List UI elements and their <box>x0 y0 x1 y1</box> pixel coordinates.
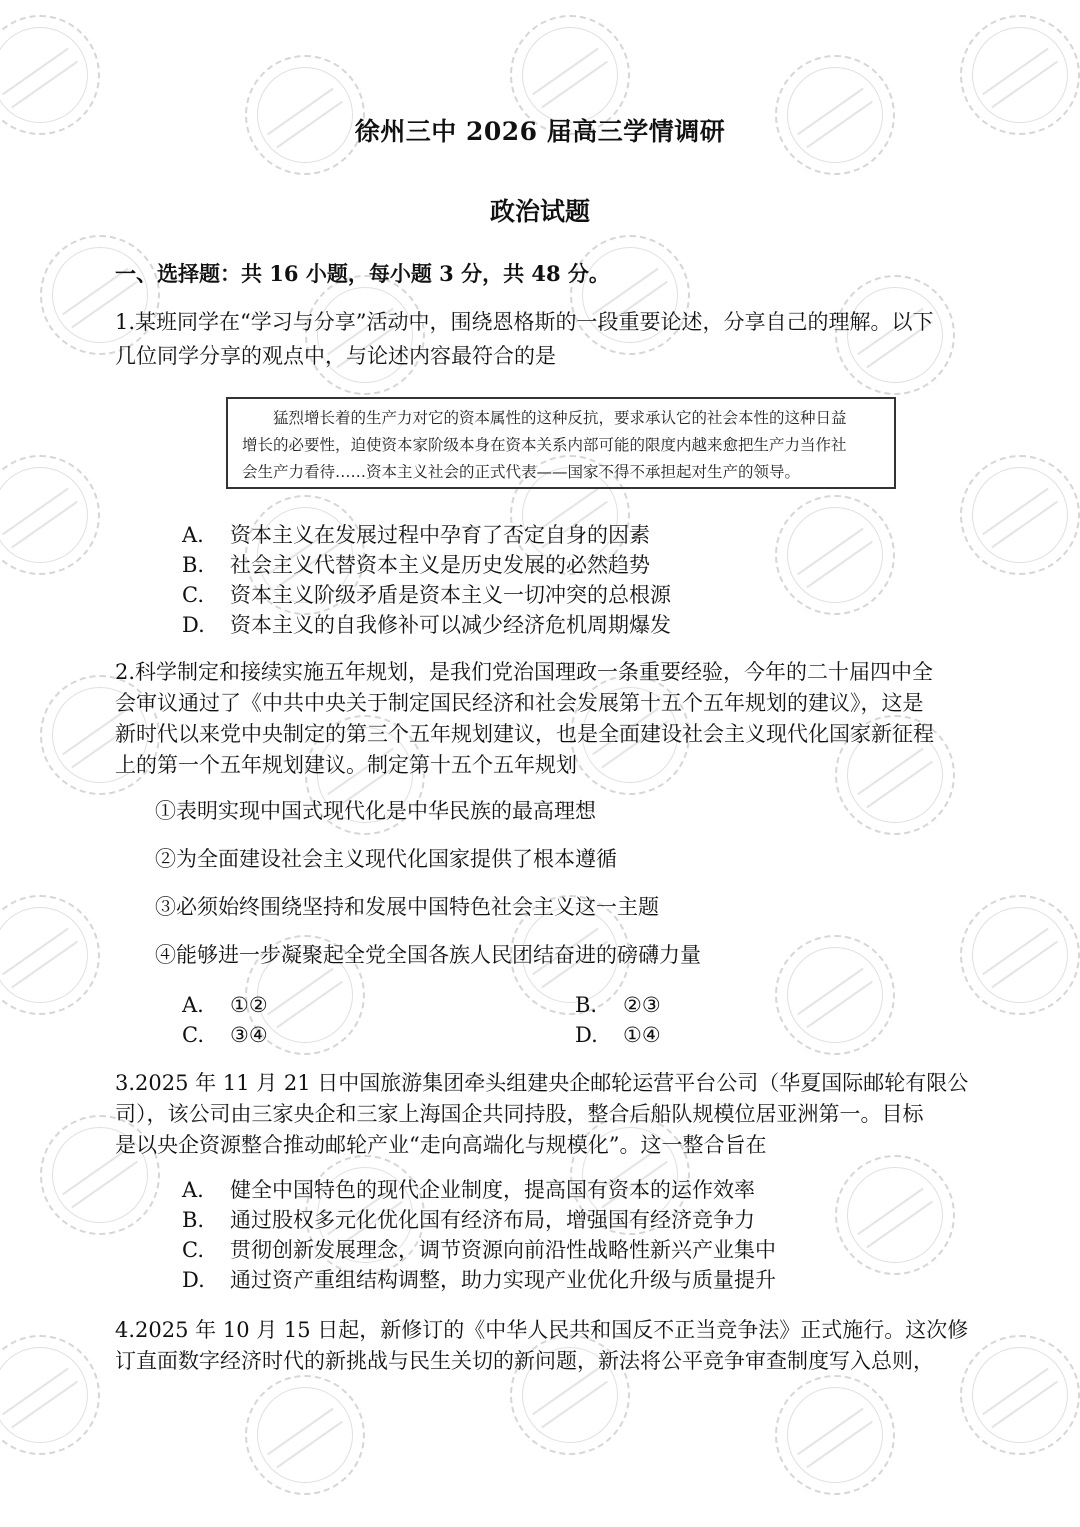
q2-statement-2: ②为全面建设社会主义现代化国家提供了根本遵循 <box>155 847 617 871</box>
option-text: 资本主义的自我修补可以减少经济危机周期爆发 <box>230 613 671 637</box>
watermark-stamp <box>960 1335 1080 1455</box>
option-key: C. <box>182 1238 204 1262</box>
watermark-stamp <box>775 935 895 1055</box>
q2-option-d <box>575 1020 661 1050</box>
option-text: ③④ <box>230 1023 268 1047</box>
q3-option-a <box>182 1175 755 1205</box>
q3-stem-line-2: 司），该公司由三家央企和三家上海国企共同持股，整合后船队规模位居亚洲第一。目标 <box>115 1102 924 1126</box>
option-text: 社会主义代替资本主义是历史发展的必然趋势 <box>230 553 650 577</box>
q2-stem-line-4: 上的第一个五年规划建议。制定第十五个五年规划 <box>115 753 577 777</box>
q2-option-a <box>182 990 268 1020</box>
section-heading: 一、选择题：共 16 小题，每小题 3 分，共 48 分。 <box>115 261 610 286</box>
option-key: A. <box>182 993 204 1017</box>
watermark-stamp <box>245 1375 365 1495</box>
q1-option-c <box>182 580 671 610</box>
option-text: 健全中国特色的现代企业制度，提高国有资本的运作效率 <box>230 1178 755 1202</box>
q2-statement-3: ③必须始终围绕坚持和发展中国特色社会主义这一主题 <box>155 895 659 919</box>
q1-option-a <box>182 520 650 550</box>
q1-stem-line-1: 1.某班同学在“学习与分享”活动中，围绕恩格斯的一段重要论述，分享自己的理解。以下 <box>115 310 934 334</box>
q2-stem-line-3: 新时代以来党中央制定的第三个五年规划建议，也是全面建设社会主义现代化国家新征程 <box>115 722 934 746</box>
q3-option-b <box>182 1205 755 1235</box>
exam-subtitle: 政治试题 <box>489 197 590 226</box>
q1-option-d <box>182 610 671 640</box>
q3-option-d <box>182 1265 776 1295</box>
option-key: B. <box>182 1208 205 1232</box>
option-key: C. <box>182 583 204 607</box>
watermark-stamp <box>960 455 1080 575</box>
option-key: B. <box>182 553 205 577</box>
q2-option-b <box>575 990 661 1020</box>
option-key: A. <box>182 523 204 547</box>
watermark-stamp <box>0 895 100 1015</box>
watermark-stamp <box>0 1335 100 1455</box>
option-text: 资本主义在发展过程中孕育了否定自身的因素 <box>230 523 650 547</box>
watermark-stamp <box>775 495 895 615</box>
option-key: C. <box>182 1023 204 1047</box>
watermark-stamp <box>835 1155 955 1275</box>
option-text: ①② <box>230 993 268 1017</box>
q3-stem-line-1: 3.2025 年 11 月 21 日中国旅游集团牵头组建央企邮轮运营平台公司（华夏国际邮轮有限公 <box>115 1071 969 1095</box>
option-key: D. <box>575 1023 598 1047</box>
q3-stem-line-3: 是以央企资源整合推动邮轮产业“走向高端化与规模化”。这一整合旨在 <box>115 1133 767 1157</box>
watermark-stamp <box>775 1375 895 1495</box>
q1-quote-line-3: 会生产力看待……资本主义社会的正式代表——国家不得不承担起对生产的领导。 <box>242 463 801 481</box>
q3-option-c <box>182 1235 776 1265</box>
option-text: ①④ <box>623 1023 661 1047</box>
q4-stem-line-1: 4.2025 年 10 月 15 日起，新修订的《中华人民共和国反不正当竞争法》正式施行。这次修 <box>115 1318 969 1342</box>
option-key: D. <box>182 1268 205 1292</box>
q1-quote-line-1: 猛烈增长着的生产力对它的资本属性的这种反抗，要求承认它的社会本性的这种日益 <box>273 409 847 427</box>
exam-title: 徐州三中 2026 届高三学情调研 <box>354 117 726 146</box>
q1-quote-box <box>226 397 896 489</box>
q2-stem-line-1: 2.科学制定和接续实施五年规划，是我们党治国理政一条重要经验，今年的二十届四中全 <box>115 660 934 684</box>
option-key: D. <box>182 613 205 637</box>
option-text: 贯彻创新发展理念，调节资源向前沿性战略性新兴产业集中 <box>230 1238 776 1262</box>
option-key: B. <box>575 993 598 1017</box>
watermark-stamp <box>960 895 1080 1015</box>
option-key: A. <box>182 1178 204 1202</box>
q1-option-b <box>182 550 650 580</box>
q1-stem-line-2: 几位同学分享的观点中，与论述内容最符合的是 <box>115 344 556 368</box>
q2-stem-line-2: 会审议通过了《中共中央关于制定国民经济和社会发展第十五个五年规划的建议》，这是 <box>115 691 924 715</box>
q4-stem-line-2: 订直面数字经济时代的新挑战与民生关切的新问题，新法将公平竞争审查制度写入总则， <box>115 1349 934 1373</box>
watermark-stamp <box>0 455 100 575</box>
q2-option-c <box>182 1020 268 1050</box>
option-text: ②③ <box>623 993 661 1017</box>
option-text: 资本主义阶级矛盾是资本主义一切冲突的总根源 <box>230 583 671 607</box>
option-text: 通过股权多元化优化国有经济布局，增强国有经济竞争力 <box>230 1208 755 1232</box>
q2-statement-4: ④能够进一步凝聚起全党全国各族人民团结奋进的磅礴力量 <box>155 943 701 967</box>
option-text: 通过资产重组结构调整，助力实现产业优化升级与质量提升 <box>230 1268 776 1292</box>
q1-quote-line-2: 增长的必要性，迫使资本家阶级本身在资本关系内部可能的限度内越来愈把生产力当作社 <box>242 436 847 454</box>
q2-statement-1: ①表明实现中国式现代化是中华民族的最高理想 <box>155 799 596 823</box>
